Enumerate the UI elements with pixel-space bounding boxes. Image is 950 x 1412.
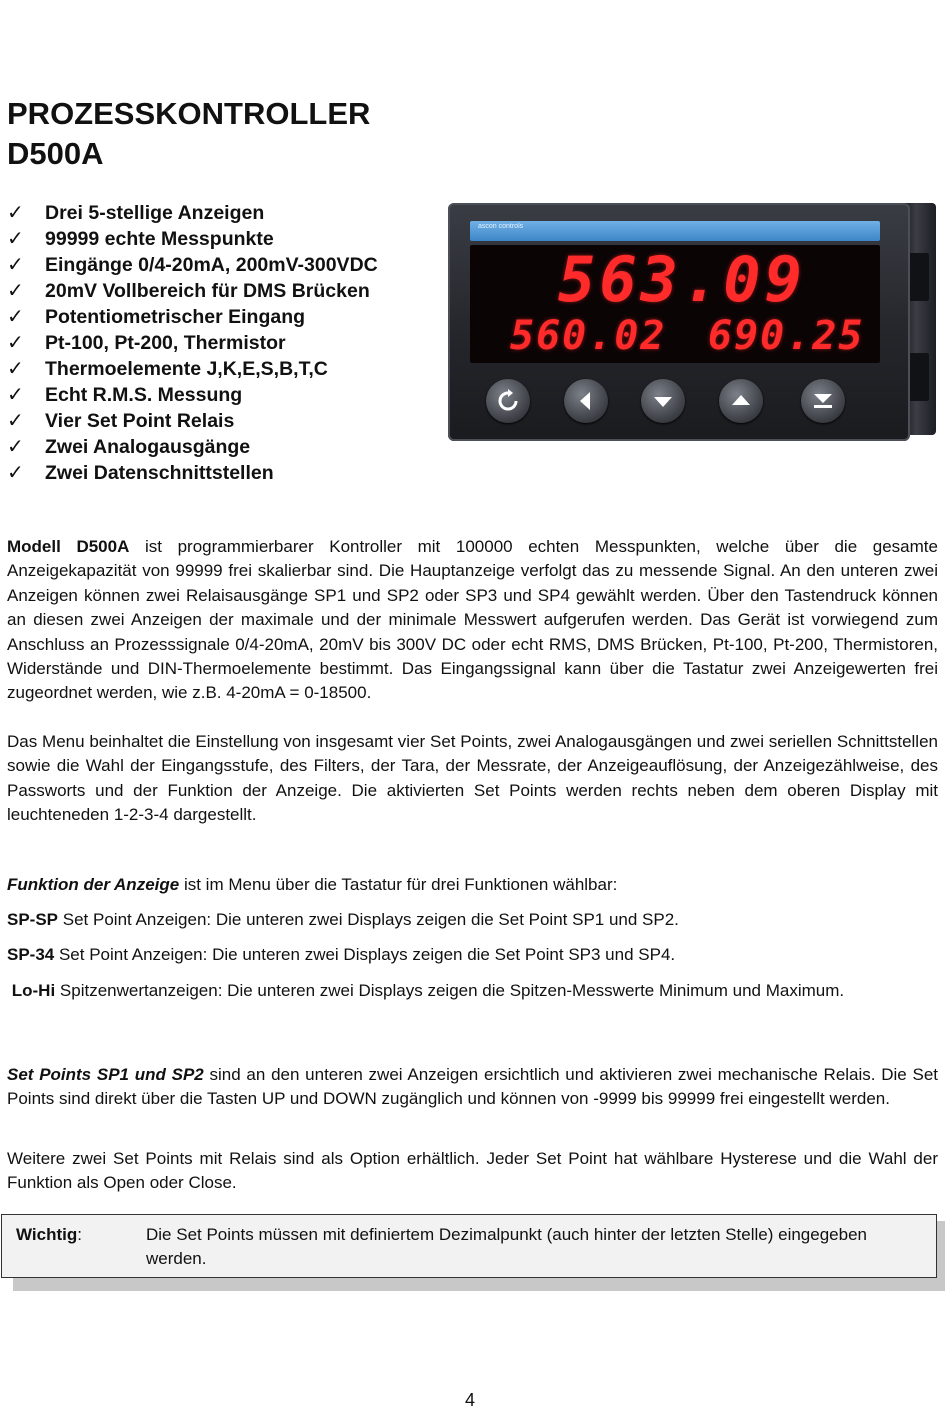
left-arrow-icon [574, 389, 598, 413]
feature-item: ✓ Echt R.M.S. Messung [7, 384, 243, 406]
feature-item: ✓ Zwei Datenschnittstellen [7, 462, 274, 484]
down-bar-button [801, 379, 845, 423]
down-button [641, 379, 685, 423]
funktion-sp-sp: SP-SP Set Point Anzeigen: Die unteren zwei Displays zeigen die Set Point SP1 und SP2. [7, 910, 679, 929]
lower-right-display: 690.25 [708, 313, 865, 359]
check-icon: ✓ [7, 228, 24, 250]
note-label: Wichtig: [16, 1225, 82, 1244]
main-display: 563.09 [558, 243, 806, 316]
note-text: Die Set Points müssen mit definiertem Dezimalpunkt (auch hinter der letzten Stelle) eingegeben werden. [146, 1225, 867, 1268]
refresh-button [486, 379, 530, 423]
feature-item: ✓ Thermoelemente J,K,E,S,B,T,C [7, 358, 328, 380]
intro-paragraph-2: Das Menu beinhaltet die Einstellung von insgesamt vier Set Points, zwei Analogausgängen und zwei seriellen Schnittstellen sowie die Wahl der Eingangsstufe, des Filters, der Tara, der Messrate, der Anzeigeauflösung, der Anzeigezählweise, des Passworts und der Funktion der Anzeige. Die aktivierten Set Points werden rechts neben dem oberen Display mit leuchteneden 1-2-3-4 dargestellt. [7, 732, 938, 825]
setpoints-paragraph-1: Set Points SP1 und SP2 sind an den unteren zwei Anzeigen ersichtlich und aktivieren zwei mechanische Relais. Die Set Points sind direkt über die Tasten UP und DOWN zugänglich und können von -9999 bis 99999 frei eingestellt werden. [7, 1065, 938, 1109]
check-icon: ✓ [7, 462, 24, 484]
title-line-1: PROZESSKONTROLLER [7, 96, 371, 131]
led-display [470, 245, 880, 363]
setpoints-paragraph-2: Weitere zwei Set Points mit Relais sind als Option erhältlich. Jeder Set Point hat wählbare Hysterese und die Wahl der Funktion als Open oder Close. [7, 1149, 938, 1193]
check-icon: ✓ [7, 306, 24, 328]
page-number: 4 [465, 1390, 476, 1410]
check-icon: ✓ [7, 280, 24, 302]
feature-item: ✓ Drei 5-stellige Anzeigen [7, 202, 265, 224]
feature-list [7, 200, 378, 486]
up-arrow-icon [729, 389, 753, 413]
up-button [719, 379, 763, 423]
feature-item: ✓ Zwei Analogausgänge [7, 436, 251, 458]
important-note-box [1, 1214, 937, 1278]
feature-item: ✓ 20mV Vollbereich für DMS Brücken [7, 280, 370, 302]
device-photo [448, 203, 936, 441]
check-icon: ✓ [7, 254, 24, 276]
down-bar-icon [811, 389, 835, 413]
check-icon: ✓ [7, 436, 24, 458]
funktion-intro: Funktion der Anzeige ist im Menu über die Tastatur für drei Funktionen wählbar: [7, 875, 618, 894]
side-terminal [909, 353, 929, 401]
page-title [7, 94, 370, 174]
brand-band [470, 221, 880, 241]
down-arrow-icon [651, 389, 675, 413]
left-button [564, 379, 608, 423]
lower-left-display: 560.02 [510, 313, 667, 359]
check-icon: ✓ [7, 384, 24, 406]
check-icon: ✓ [7, 332, 24, 354]
check-icon: ✓ [7, 202, 24, 224]
feature-item: ✓ Pt-100, Pt-200, Thermistor [7, 332, 286, 354]
side-terminal [909, 253, 929, 301]
funktion-sp-34: SP-34 Set Point Anzeigen: Die unteren zwei Displays zeigen die Set Point SP3 und SP4. [7, 945, 676, 964]
title-line-2: D500A [7, 136, 104, 171]
funktion-lo-hi: Lo-Hi Spitzenwertanzeigen: Die unteren zwei Displays zeigen die Spitzen-Messwerte Minimum und Maximum. [11, 981, 845, 1000]
feature-item: ✓ 99999 echte Messpunkte [7, 228, 274, 250]
brand-logo: ascon controls [478, 223, 524, 230]
intro-paragraph-1: Modell D500A ist programmierbarer Kontroller mit 100000 echten Messpunkten, welche über die gesamte Anzeigekapazität von 99999 frei skalierbar sind. Die Hauptanzeige verfolgt das zu messende Signal. An den unteren zwei Anzeigen können zwei Relaisausgänge SP1 und SP2 oder SP3 und SP4 gewählt werden. Über den Tastendruck können an diesen zwei Anzeigen der maximale und der minimale Messwert aufgerufen werden. Das Gerät ist vorwiegend zum Anschluss an Prozesssignale 0/4-20mA, 20mV bis 300V DC oder echt RMS, DMS Brücken, Pt-100, Pt-200, Thermistoren, Widerstände und DIN-Thermoelemente bestimmt. Das Eingangssignal kann über die Tastatur zwei Anzeigewerten frei zugeordnet werden, wie z.B. 4-20mA = 0-18500. [7, 537, 938, 703]
feature-item: ✓ Vier Set Point Relais [7, 410, 235, 432]
refresh-icon [496, 389, 520, 413]
check-icon: ✓ [7, 358, 24, 380]
check-icon: ✓ [7, 410, 24, 432]
device-front-panel [448, 203, 910, 441]
feature-item: ✓ Potentiometrischer Eingang [7, 306, 306, 328]
feature-item: ✓ Eingänge 0/4-20mA, 200mV-300VDC [7, 254, 378, 276]
